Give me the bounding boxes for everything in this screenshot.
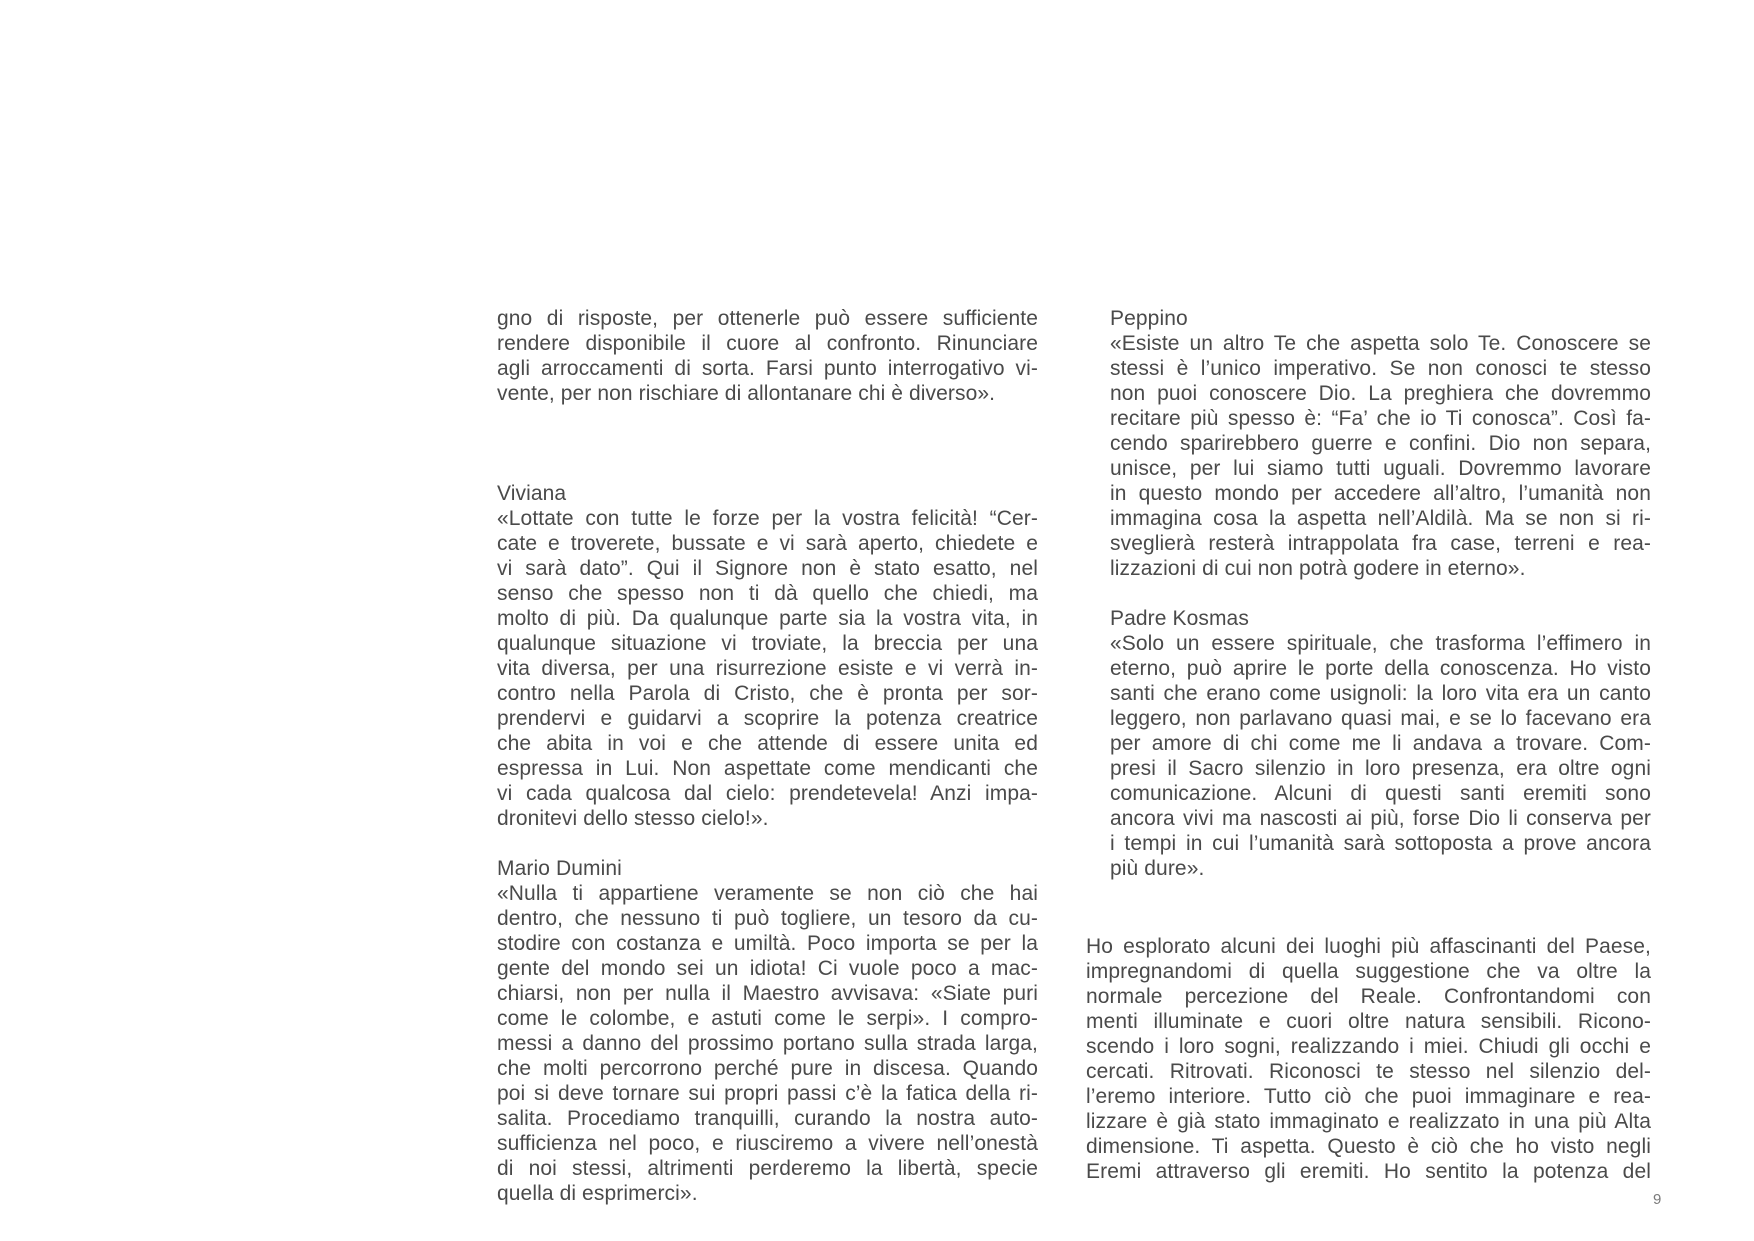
text-line: che molti percorrono perché pure in discesa. Quando — [497, 1057, 1038, 1080]
text-line: salita. Procediamo tranquilli, curando la nostra auto- — [497, 1107, 1038, 1130]
text-line: menti illuminate e cuori oltre natura sensibili. Ricono- — [1086, 1010, 1651, 1033]
text-line: vi sarà dato”. Qui il Signore non è stato esatto, nel — [497, 557, 1038, 580]
text-line: vita diversa, per una risurrezione esiste e vi verrà in- — [497, 657, 1038, 680]
text-line: cendo sparirebbero guerre e confini. Dio non separa, — [1110, 432, 1651, 455]
text-line: cercati. Ritrovati. Riconosci te stesso nel silenzio del- — [1086, 1060, 1651, 1083]
text-line: Eremi attraverso gli eremiti. Ho sentito la potenza del — [1086, 1160, 1651, 1183]
text-line: agli arroccamenti di sorta. Farsi punto interrogativo vi- — [497, 357, 1038, 380]
text-line: prendervi e guidarvi a scoprire la potenza creatrice — [497, 707, 1038, 730]
text-line: senso che spesso non ti dà quello che chiedi, ma — [497, 582, 1038, 605]
text-line: ancora vivi ma nascosti ai più, forse Dio li conserva per — [1110, 807, 1651, 830]
text-line: scendo i loro sogni, realizzando i miei. Chiudi gli occhi e — [1086, 1035, 1651, 1058]
right-column — [1110, 306, 1651, 881]
speaker-name-viviana: Viviana — [497, 482, 567, 505]
text-line: sveglierà resterà intrappolata fra case, terreni e rea- — [1110, 532, 1651, 555]
text-line: di noi stessi, altrimenti perderemo la libertà, specie — [497, 1157, 1038, 1180]
text-line: poi si deve tornare sui propri passi c’è la fatica della ri- — [497, 1082, 1038, 1105]
text-line: messi a danno del prossimo portano sulla strada larga, — [497, 1032, 1038, 1055]
text-line: stessi è l’unico imperativo. Se non conosci te stesso — [1110, 357, 1651, 380]
author-paragraph — [1086, 934, 1651, 1184]
text-line: chiarsi, non per nulla il Maestro avvisava: «Siate puri — [497, 982, 1038, 1005]
text-line: eterno, può aprire le porte della conoscenza. Ho visto — [1110, 657, 1651, 680]
text-line: che abita in voi e che attende di essere unita ed — [497, 732, 1038, 755]
text-line: come le colombe, e astuti come le serpi». I compro- — [497, 1007, 1038, 1030]
text-line: sufficienza nel poco, e riusciremo a vivere nell’onestà — [497, 1132, 1038, 1155]
text-line: i tempi in cui l’umanità sarà sottoposta a prove ancora — [1110, 832, 1651, 855]
text-line: qualunque situazione vi troviate, la breccia per una — [497, 632, 1038, 655]
quote-peppino — [1110, 331, 1651, 581]
text-line: dimensione. Ti aspetta. Questo è ciò che ho visto negli — [1086, 1135, 1651, 1158]
text-line: «Solo un essere spirituale, che trasforma l’effimero in — [1110, 632, 1651, 655]
page-number: 9 — [1653, 1191, 1662, 1208]
text-line: cate e troverete, bussate e vi sarà aperto, chiedete e — [497, 532, 1038, 555]
text-line: presi il Sacro silenzio in loro presenza, era oltre ogni — [1110, 757, 1651, 780]
text-line: vi cada qualcosa dal cielo: prendetevela! Anzi impa- — [497, 782, 1038, 805]
text-line: quella di esprimerci». — [497, 1182, 698, 1205]
text-line: dronitevi dello stesso cielo!». — [497, 807, 769, 830]
text-line: non puoi conoscere Dio. La preghiera che dovremmo — [1110, 382, 1651, 405]
text-line: Ho esplorato alcuni dei luoghi più affascinanti del Paese, — [1086, 935, 1651, 958]
text-line: immagina cosa la aspetta nell’Aldilà. Ma se non si ri- — [1110, 507, 1651, 530]
text-line: «Lottate con tutte le forze per la vostra felicità! “Cer- — [497, 507, 1038, 530]
text-line: per amore di chi come me li andava a trovare. Com- — [1110, 732, 1651, 755]
bottom-right-column — [1086, 934, 1651, 1184]
text-line: santi che erano come usignoli: la loro vita era un canto — [1110, 682, 1651, 705]
text-line: lizzare è già stato immaginato e realizzato in una più Alta — [1086, 1110, 1651, 1133]
text-line: gente del mondo sei un idiota! Ci vuole poco a mac- — [497, 957, 1038, 980]
left-column — [497, 306, 1038, 1206]
intro-paragraph — [497, 306, 1038, 406]
text-line: espressa in Lui. Non aspettate come mendicanti che — [497, 757, 1038, 780]
text-line: comunicazione. Alcuni di questi santi eremiti sono — [1110, 782, 1651, 805]
quote-mario-dumini — [497, 881, 1038, 1206]
text-line: stodire con costanza e umiltà. Poco importa se per la — [497, 932, 1038, 955]
text-line: unisce, per lui siamo tutti uguali. Dovremmo lavorare — [1110, 457, 1651, 480]
text-line: «Esiste un altro Te che aspetta solo Te. Conoscere se — [1110, 332, 1651, 355]
text-line: contro nella Parola di Cristo, che è pronta per sor- — [497, 682, 1038, 705]
speaker-name-mario-dumini: Mario Dumini — [497, 857, 622, 880]
text-line: «Nulla ti appartiene veramente se non ciò che hai — [497, 882, 1038, 905]
quote-padre-kosmas — [1110, 631, 1651, 881]
speaker-name-padre-kosmas: Padre Kosmas — [1110, 607, 1249, 630]
text-line: recitare più spesso è: “Fa’ che io Ti conosca”. Così fa- — [1110, 407, 1651, 430]
text-line: lizzazioni di cui non potrà godere in eterno». — [1110, 557, 1526, 580]
text-line: normale percezione del Reale. Confrontandomi con — [1086, 985, 1651, 1008]
text-line: l’eremo interiore. Tutto ciò che puoi immaginare e rea- — [1086, 1085, 1651, 1108]
text-line: dentro, che nessuno ti può togliere, un tesoro da cu- — [497, 907, 1038, 930]
text-line: impregnandomi di quella suggestione che va oltre la — [1086, 960, 1651, 983]
text-line: molto di più. Da qualunque parte sia la vostra vita, in — [497, 607, 1038, 630]
text-line: più dure». — [1110, 857, 1205, 880]
quote-viviana — [497, 506, 1038, 831]
text-line: vente, per non rischiare di allontanare chi è diverso». — [497, 382, 996, 405]
speaker-name-peppino: Peppino — [1110, 307, 1188, 330]
text-line: leggero, non parlavano quasi mai, e se lo facevano era — [1110, 707, 1651, 730]
text-line: rendere disponibile il cuore al confronto. Rinunciare — [497, 332, 1038, 355]
text-line: in questo mondo per accedere all’altro, l’umanità non — [1110, 482, 1651, 505]
text-line: gno di risposte, per ottenerle può essere sufficiente — [497, 307, 1038, 330]
